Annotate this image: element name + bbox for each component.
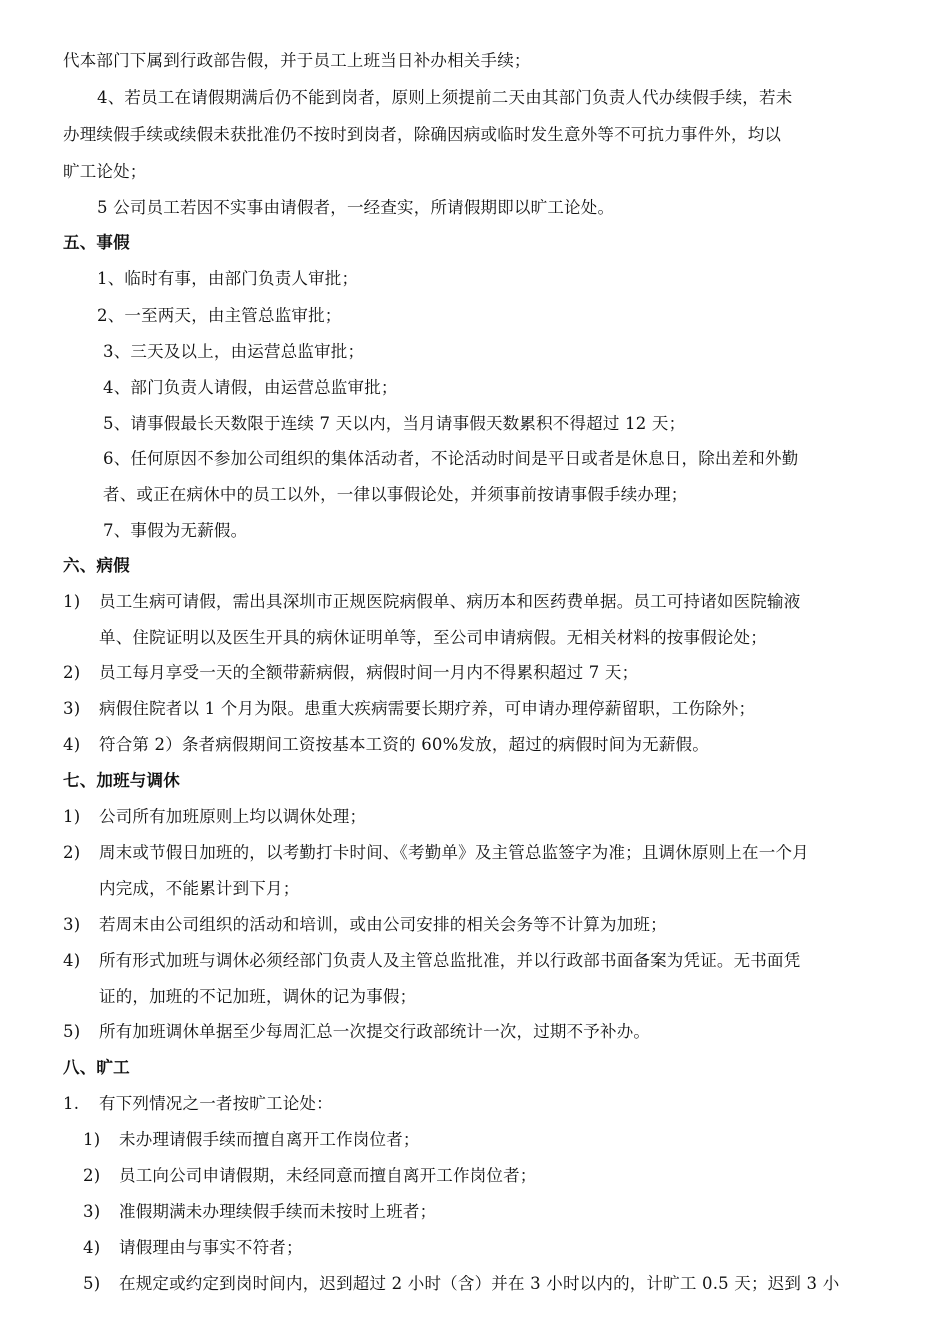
list-number: 1.: [63, 1094, 80, 1113]
list-text: 所有加班调休单据至少每周汇总一次提交行政部统计一次，过期不予补办。: [99, 1022, 651, 1041]
list-item: 者、或正在病休中的员工以外，一律以事假论处，并须事前按请事假手续办理；: [103, 485, 688, 504]
section-heading: 七、加班与调休: [63, 771, 180, 790]
paragraph-line: 代本部门下属到行政部告假，并于员工上班当日补办相关手续；: [63, 51, 531, 70]
list-text: 员工每月享受一天的全额带薪病假，病假时间一月内不得累积超过 7 天；: [99, 663, 639, 682]
list-item: 1、临时有事，由部门负责人审批；: [97, 269, 359, 288]
list-text: 周末或节假日加班的，以考勤打卡时间、《考勤单》及主管总监签字为准；且调休原则上在一个月: [99, 843, 809, 862]
paragraph-line: 4、若员工在请假期满后仍不能到岗者，原则上须提前二天由其部门负责人代办续假手续，若未: [97, 88, 793, 107]
list-number: 5): [63, 1022, 81, 1041]
list-text: 有下列情况之一者按旷工论处：: [99, 1094, 333, 1113]
paragraph-line: 旷工论处；: [63, 162, 147, 181]
paragraph-line: 办理续假手续或续假未获批准仍不按时到岗者，除确因病或临时发生意外等不可抗力事件外，均以: [63, 125, 782, 144]
list-number: 5): [83, 1274, 101, 1293]
list-number: 2): [83, 1166, 101, 1185]
list-item: 6、任何原因不参加公司组织的集体活动者，不论活动时间是平日或者是休息日，除出差和外勤: [103, 449, 799, 468]
list-item: [63, 914, 667, 936]
list-item-continuation: 证的，加班的不记加班，调休的记为事假；: [99, 987, 417, 1006]
list-text: 若周末由公司组织的活动和培训，或由公司安排的相关会务等不计算为加班；: [99, 915, 667, 934]
list-number: 3): [63, 699, 81, 718]
list-item: [63, 698, 755, 720]
list-text: 准假期满未办理续假手续而未按时上班者；: [119, 1202, 437, 1221]
list-text: 病假住院者以 1 个月为限。患重大疾病需要长期疗养，可申请办理停薪留职，工伤除外；: [99, 699, 756, 718]
list-number: 3): [63, 915, 81, 934]
list-text: 员工向公司申请假期，未经同意而擅自离开工作岗位者；: [119, 1166, 537, 1185]
list-text: 未办理请假手续而擅自离开工作岗位者；: [119, 1130, 420, 1149]
list-number: 2): [63, 663, 81, 682]
list-item: [63, 1093, 333, 1115]
list-item: [63, 842, 809, 864]
list-number: 1): [63, 807, 81, 826]
section-heading: 五、事假: [63, 233, 130, 252]
list-item: [63, 806, 366, 828]
list-item: 3、三天及以上，由运营总监审批；: [103, 342, 365, 361]
list-number: 1): [63, 592, 81, 611]
sub-list-item: [83, 1165, 537, 1187]
list-number: 2): [63, 843, 81, 862]
sub-list-item: [83, 1201, 436, 1223]
list-number: 4): [63, 735, 81, 754]
list-item: 5、请事假最长天数限于连续 7 天以内，当月请事假天数累积不得超过 12 天；: [103, 414, 686, 433]
list-text: 所有形式加班与调休必须经部门负责人及主管总监批准，并以行政部书面备案为凭证。无书面凭: [99, 951, 801, 970]
list-item: [63, 734, 709, 756]
list-number: 4): [83, 1238, 101, 1257]
section-heading: 八、旷工: [63, 1058, 130, 1077]
list-item: [63, 591, 800, 613]
sub-list-item: [83, 1237, 303, 1259]
list-text: 请假理由与事实不符者；: [119, 1238, 303, 1257]
list-text: 员工生病可请假，需出具深圳市正规医院病假单、病历本和医药费单据。员工可持诸如医院输液: [99, 592, 801, 611]
list-item: [63, 950, 800, 972]
list-number: 1): [83, 1130, 101, 1149]
list-text: 符合第 2）条者病假期间工资按基本工资的 60%发放，超过的病假时间为无薪假。: [99, 735, 709, 754]
list-item: [63, 1021, 650, 1043]
sub-list-item: [83, 1273, 839, 1295]
list-item-continuation: 单、住院证明以及医生开具的病休证明单等，至公司申请病假。无相关材料的按事假论处；: [99, 628, 767, 647]
section-heading: 六、病假: [63, 556, 130, 575]
sub-list-item: [83, 1129, 420, 1151]
list-text: 在规定或约定到岗时间内，迟到超过 2 小时（含）并在 3 小时以内的，计旷工 0.5 天；迟到 3 小: [119, 1274, 840, 1293]
list-item: 2、一至两天，由主管总监审批；: [97, 306, 342, 325]
list-item: [63, 662, 638, 684]
list-text: 公司所有加班原则上均以调休处理；: [99, 807, 367, 826]
list-item: 7、事假为无薪假。: [103, 521, 248, 540]
list-number: 3): [83, 1202, 101, 1221]
paragraph-line: 5 公司员工若因不实事由请假者，一经查实，所请假期即以旷工论处。: [97, 198, 615, 217]
list-item: 4、部门负责人请假，由运营总监审批；: [103, 378, 398, 397]
list-item-continuation: 内完成，不能累计到下月；: [99, 879, 300, 898]
list-number: 4): [63, 951, 81, 970]
